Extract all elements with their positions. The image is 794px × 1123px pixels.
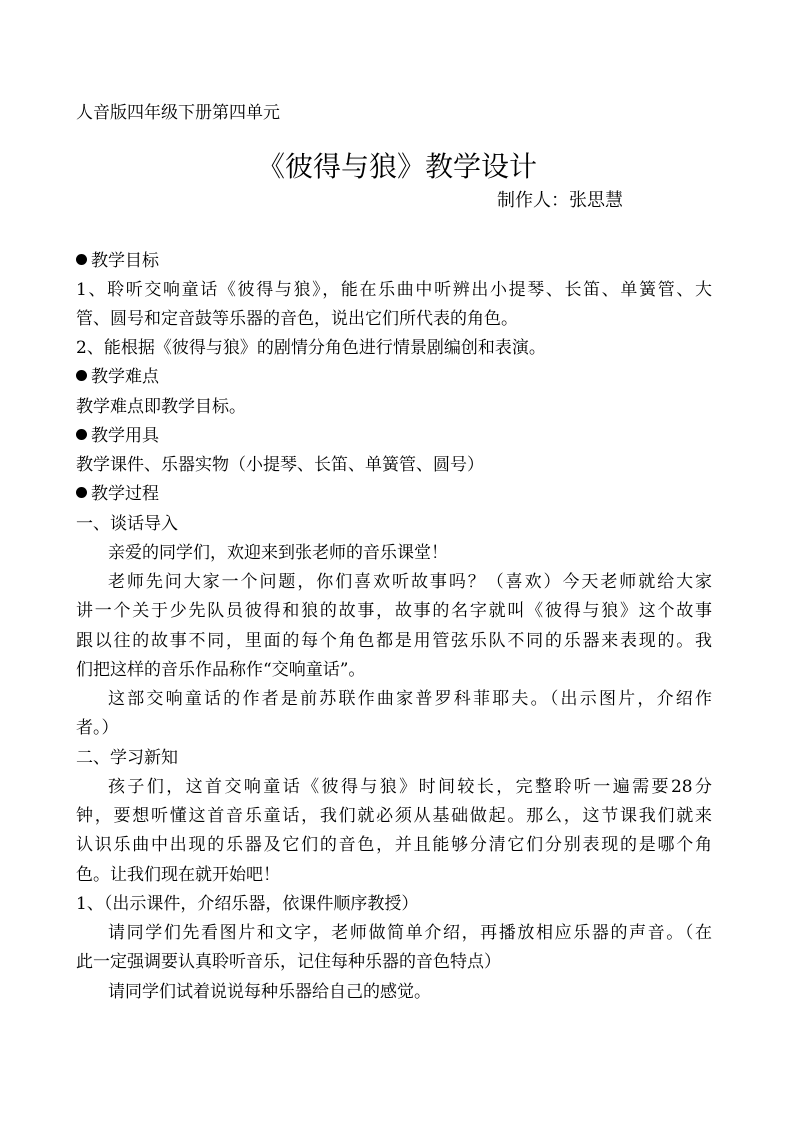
part1-line-1: 亲爱的同学们，欢迎来到张老师的音乐课堂！ (108, 543, 448, 563)
author-line: 制作人：张思慧 (497, 190, 623, 211)
unit-label: 人音版四年级下册第四单元 (76, 103, 280, 123)
part2-line-7: 此一定强调要认真聆听音乐，记住每种乐器的音色特点） (76, 952, 501, 972)
bullet-icon (76, 370, 87, 381)
part2-line-3: 认识乐曲中出现的乐器及它们的音色，并且能够分清它们分别表现的是哪个角 (76, 835, 712, 855)
part2-title: 二、学习新知 (76, 748, 178, 768)
section-heading-tools (76, 425, 159, 447)
goal-line-3: 2、能根据《彼得与狼》的剧情分角色进行情景剧编创和表演。 (76, 338, 546, 358)
part1-line-7: 者。） (76, 718, 119, 738)
section-heading-text: 教学难点 (91, 367, 159, 387)
part1-line-4: 跟以往的故事不同，里面的每个角色都是用管弦乐队不同的乐器来表现的。我 (76, 631, 712, 651)
section-heading-text: 教学目标 (91, 251, 159, 271)
part2-line-1: 孩子们，这首交响童话《彼得与狼》时间较长，完整聆听一遍需要28分 (108, 777, 712, 797)
bullet-icon (76, 254, 87, 265)
part1-line-2: 老师先问大家一个问题，你们喜欢听故事吗？（喜欢）今天老师就给大家 (108, 572, 712, 592)
section-heading-process (76, 483, 159, 505)
part2-line-8: 请同学们试着说说每种乐器给自己的感觉。 (108, 982, 431, 1002)
bullet-icon (76, 487, 87, 498)
goal-line-2: 管、圆号和定音鼓等乐器的音色，说出它们所代表的角色。 (76, 309, 518, 329)
section-heading-goals (76, 250, 159, 272)
difficulty-line: 教学难点即教学目标。 (76, 397, 246, 417)
section-heading-difficulty (76, 366, 159, 388)
section-heading-text: 教学用具 (91, 426, 159, 446)
part2-line-6: 请同学们先看图片和文字，老师做简单介绍，再播放相应乐器的声音。（在 (108, 923, 712, 943)
part2-line-2: 钟，要想听懂这首音乐童话，我们就必须从基础做起。那么，这节课我们就来 (76, 806, 712, 826)
part1-line-5: 们把这样的音乐作品称作“交响童话”。 (76, 660, 366, 680)
part1-line-3: 讲一个关于少先队员彼得和狼的故事，故事的名字就叫《彼得与狼》这个故事 (76, 601, 712, 621)
page-title: 《彼得与狼》教学设计 (256, 150, 537, 183)
part2-line-5: 1、（出示课件，介绍乐器，依课件顺序教授） (76, 894, 419, 914)
part2-line-4: 色。让我们现在就开始吧！ (76, 865, 280, 885)
part1-line-6: 这部交响童话的作者是前苏联作曲家普罗科菲耶夫。（出示图片，介绍作 (108, 689, 712, 709)
tools-line: 教学课件、乐器实物（小提琴、长笛、单簧管、圆号） (76, 455, 484, 475)
section-heading-text: 教学过程 (91, 484, 159, 504)
part1-title: 一、谈话导入 (76, 514, 178, 534)
goal-line-1: 1、聆听交响童话《彼得与狼》，能在乐曲中听辨出小提琴、长笛、单簧管、大 (76, 280, 712, 300)
bullet-icon (76, 429, 87, 440)
